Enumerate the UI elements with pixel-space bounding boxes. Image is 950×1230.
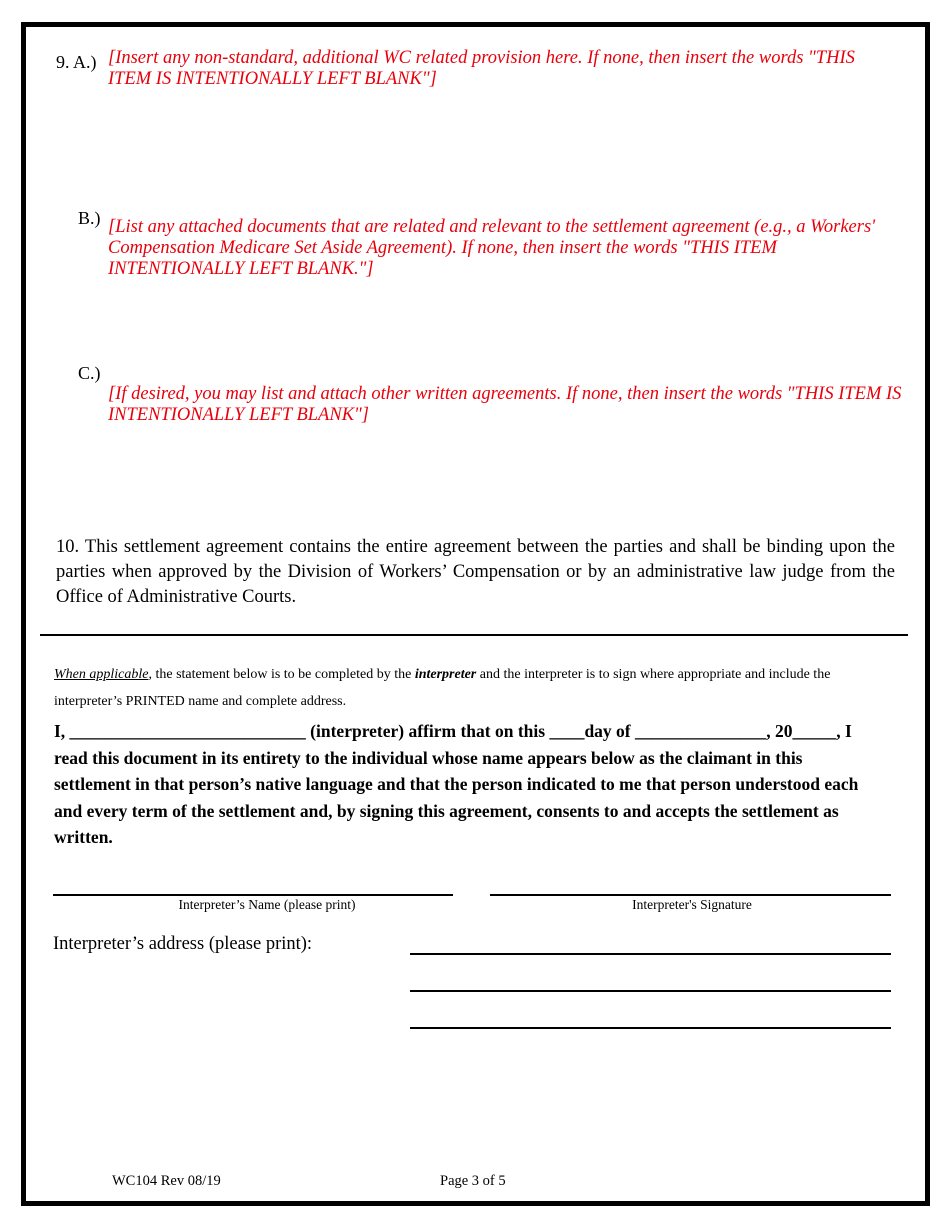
item-9c-label: C.) [78, 363, 101, 383]
intro-text-2: and the interpreter is to sign where appropriate and include the interpreter’s PRINTED name and complete address. [54, 667, 831, 709]
interpreter-affirmation: I, ___________________________ (interpreter) affirm that on this ____day of _______________, 20_____, I read this document in its entirety to the individual whose name appears below as the claimant in this settlement in that person’s native language and that the person indicated to me that person understood each and every term of the settlement and, by signing this agreement, consents to and accepts the settlement as written. [54, 721, 859, 847]
interpreter-signature-caption: Interpreter's Signature [632, 897, 752, 912]
interpreter-address-label: Interpreter’s address (please print): [53, 934, 313, 954]
item-10-text: 10. This settlement agreement contains the entire agreement between the parties and shall be binding upon the parties when approved by the Division of Workers’ Compensation or by an administrative law judge from the Office of Administrative Courts. [56, 537, 895, 607]
address-line-2[interactable] [410, 990, 891, 992]
interpreter-emphasis: interpreter [414, 667, 477, 682]
address-line-3[interactable] [410, 1027, 891, 1029]
interpreter-name-line[interactable] [53, 894, 453, 896]
form-id: WC104 Rev 08/19 [112, 1173, 221, 1189]
intro-text-1: , the statement below is to be completed by the [148, 667, 415, 682]
item-9c-instruction: [If desired, you may list and attach other written agreements. If none, then insert the words "THIS ITEM IS INTENTIONALLY LEFT BLANK"] [108, 384, 902, 425]
item-9a-instruction: [Insert any non-standard, additional WC related provision here. If none, then insert the words "THIS ITEM IS INTENTIONALLY LEFT BLANK"] [108, 48, 855, 89]
item-9b-label: B.) [78, 208, 101, 228]
interpreter-signature-line[interactable] [490, 894, 891, 896]
section-divider [40, 634, 908, 636]
interpreter-instructions [54, 661, 894, 715]
page-number: Page 3 of 5 [440, 1173, 506, 1189]
item-9b-instruction: [List any attached documents that are related and relevant to the settlement agreement (e.g., a Workers' Compensation Medicare Set Aside Agreement). If none, then insert the words "THIS ITEM INTENTIONALLY LEFT BLANK."] [108, 217, 876, 279]
when-applicable-text: When applicable [54, 667, 149, 682]
item-9a-label: 9. A.) [56, 52, 97, 72]
interpreter-name-caption: Interpreter’s Name (please print) [178, 897, 356, 912]
address-line-1[interactable] [410, 953, 891, 955]
